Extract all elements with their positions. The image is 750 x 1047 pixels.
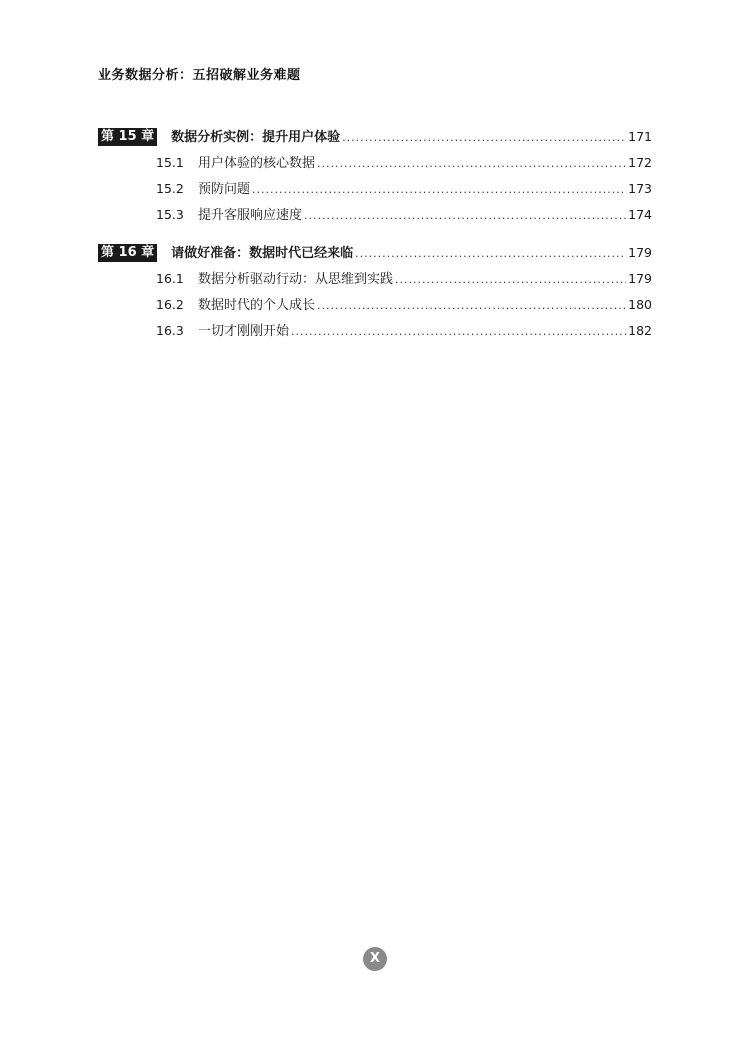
- section-title: 数据时代的个人成长: [198, 298, 316, 313]
- toc-section-row[interactable]: [98, 292, 652, 318]
- chapter-title: 数据分析实例：提升用户体验: [171, 130, 341, 145]
- page-number: 174: [628, 207, 652, 222]
- page-number: 182: [628, 323, 652, 338]
- section-title: 一切才刚刚开始: [198, 324, 290, 339]
- toc-section-row[interactable]: [98, 266, 652, 292]
- page-number: 172: [628, 155, 652, 170]
- toc-section-row[interactable]: [98, 318, 652, 344]
- page-number: 179: [628, 271, 652, 286]
- chapter-badge: 第 16 章: [98, 244, 157, 262]
- toc-section-row[interactable]: [98, 176, 652, 202]
- close-button[interactable]: [363, 947, 387, 971]
- dot-leader: [342, 125, 626, 151]
- chapter-badge: 第 15 章: [98, 128, 157, 146]
- section-number: 16.2: [156, 297, 184, 312]
- section-title: 预防问题: [198, 182, 251, 197]
- section-title: 用户体验的核心数据: [198, 156, 316, 171]
- toc-chapter: [98, 240, 652, 344]
- running-header: 业务数据分析：五招破解业务难题: [98, 68, 301, 83]
- toc-chapter: [98, 124, 652, 228]
- dot-leader: [395, 267, 626, 293]
- page-number: 180: [628, 297, 652, 312]
- page-number: 173: [628, 181, 652, 196]
- page-number: 179: [628, 245, 652, 260]
- dot-leader: [252, 177, 626, 203]
- dot-leader: [317, 151, 626, 177]
- section-number: 15.3: [156, 207, 184, 222]
- dot-leader: [355, 241, 626, 267]
- chapter-title: 请做好准备：数据时代已经来临: [171, 246, 354, 261]
- section-number: 15.1: [156, 155, 184, 170]
- toc-chapter-row[interactable]: [98, 240, 652, 266]
- close-icon: X: [369, 951, 381, 966]
- page-number: 171: [628, 129, 652, 144]
- toc-section-row[interactable]: [98, 150, 652, 176]
- dot-leader: [291, 319, 626, 345]
- toc-chapter-row[interactable]: [98, 124, 652, 150]
- dot-leader: [304, 203, 626, 229]
- section-title: 数据分析驱动行动：从思维到实践: [198, 272, 394, 287]
- dot-leader: [317, 293, 626, 319]
- section-number: 16.1: [156, 271, 184, 286]
- toc-section-row[interactable]: [98, 202, 652, 228]
- table-of-contents: [98, 124, 652, 356]
- section-number: 15.2: [156, 181, 184, 196]
- section-number: 16.3: [156, 323, 184, 338]
- section-title: 提升客服响应速度: [198, 208, 303, 223]
